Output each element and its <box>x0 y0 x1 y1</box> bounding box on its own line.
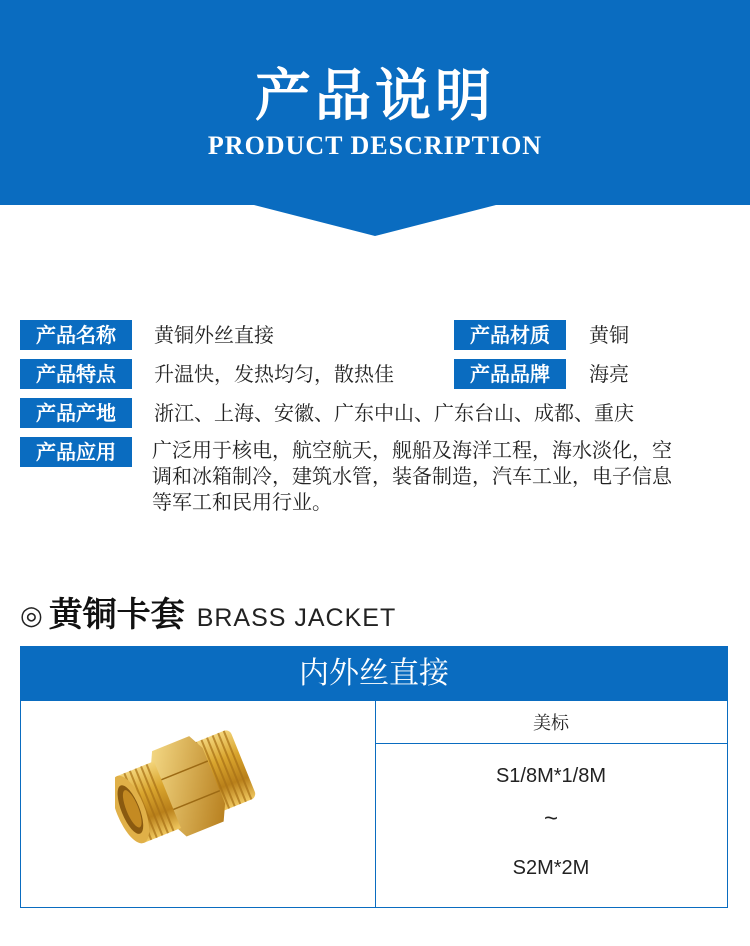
spec-tilde: ~ <box>543 805 558 832</box>
name-label: 产品名称 <box>20 320 132 350</box>
brass-fitting-image <box>115 723 285 883</box>
spec-from: S1/8M*1/8M <box>495 765 607 787</box>
origin-value: 浙江、上海、安徽、广东中山、广东台山、成都、重庆 <box>154 401 634 425</box>
section-title-en: BRASS JACKET <box>196 604 397 632</box>
feature-value: 升温快，发热均匀，散热佳 <box>154 362 394 386</box>
usage-line: 等军工和民用行业。 <box>152 490 332 514</box>
section-heading <box>20 586 396 636</box>
usage-line: 广泛用于核电，航空航天，舰船及海洋工程，海水淡化，空 <box>152 438 672 462</box>
feature-label: 产品特点 <box>20 359 132 389</box>
bullseye-icon: ◎ <box>20 601 43 631</box>
usage-value <box>152 437 732 515</box>
name-value: 黄铜外丝直接 <box>154 323 274 347</box>
origin-label: 产品产地 <box>20 398 132 428</box>
standard-label: 美标 <box>533 713 569 734</box>
section-title-cn: 黄铜卡套 <box>48 595 185 635</box>
row-divider <box>375 743 727 744</box>
banner-title: 产品说明 <box>255 63 495 129</box>
table-header: 内外丝直接 <box>21 647 727 701</box>
banner-subtitle: PRODUCT DESCRIPTION <box>207 131 543 160</box>
header-banner <box>0 0 750 236</box>
usage-label: 产品应用 <box>20 437 132 467</box>
brand-label: 产品品牌 <box>454 359 566 389</box>
brand-value: 海亮 <box>589 362 629 386</box>
material-label: 产品材质 <box>454 320 566 350</box>
usage-line: 调和冰箱制冷，建筑水管，装备制造，汽车工业，电子信息 <box>152 464 672 488</box>
material-value: 黄铜 <box>589 323 629 347</box>
spec-table <box>20 646 728 908</box>
spec-to: S2M*2M <box>512 857 590 879</box>
